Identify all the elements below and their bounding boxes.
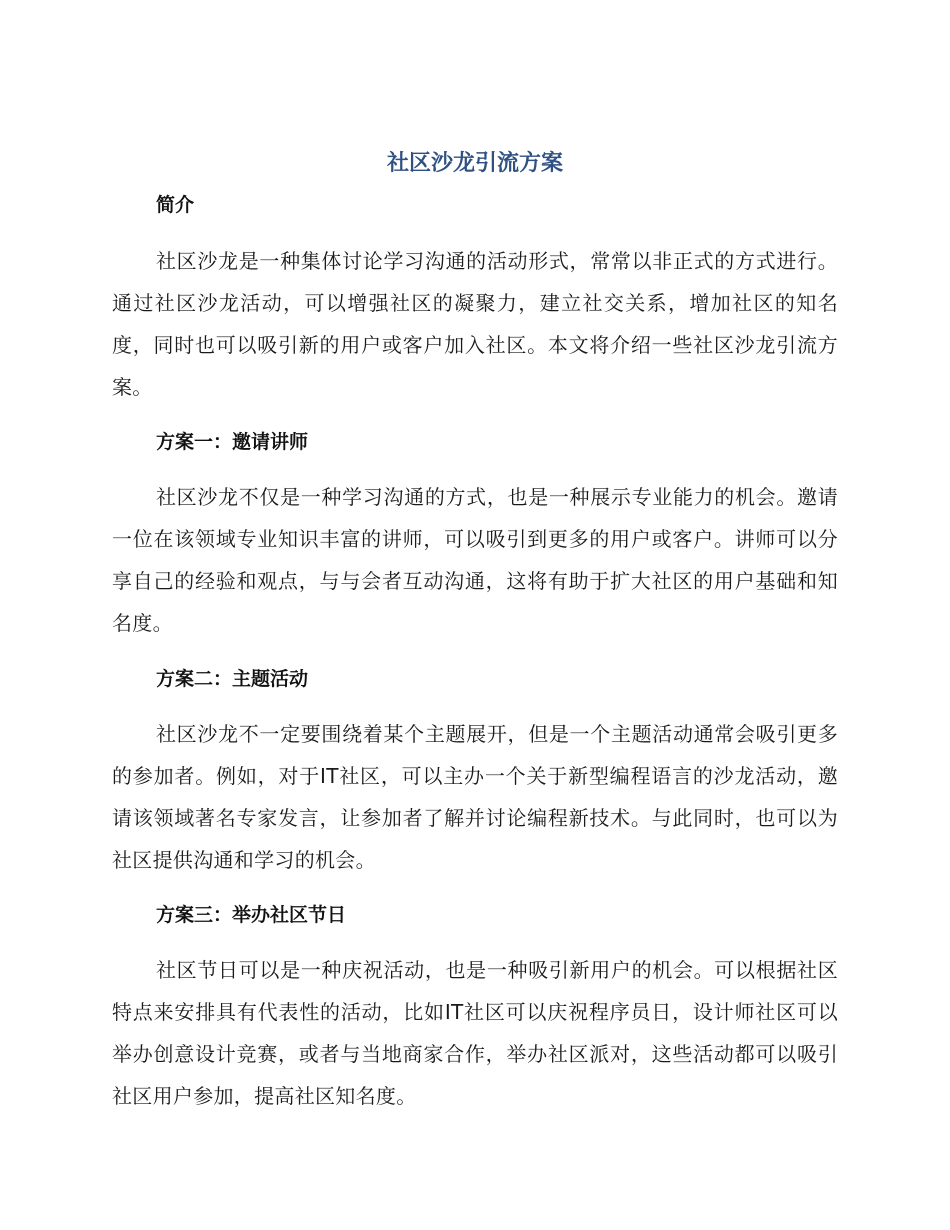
section-heading-plan-1: 方案一：邀请讲师 [156,431,309,453]
section-body-plan-3: 社区节日可以是一种庆祝活动，也是一种吸引新用户的机会。可以根据社区特点来安排具有代表性的活动，比如IT社区可以庆祝程序员日，设计师社区可以举办创意设计竞赛，或者与当地商家合作，举办社区派对，这些活动都可以吸引社区用户参加，提高社区知名度。 [112,958,838,1108]
section-body-plan-2: 社区沙龙不一定要围绕着某个主题展开，但是一个主题活动通常会吸引更多的参加者。例如，对于IT社区，可以主办一个关于新型编程语言的沙龙活动，邀请该领域著名专家发言，让参加者了解并讨论编程新技术。与此同时，也可以为社区提供沟通和学习的机会。 [112,722,838,872]
section-heading-intro: 简介 [156,194,195,216]
section-body-plan-1: 社区沙龙不仅是一种学习沟通的方式，也是一种展示专业能力的机会。邀请一位在该领域专业知识丰富的讲师，可以吸引到更多的用户或客户。讲师可以分享自己的经验和观点，与与会者互动沟通，这将有助于扩大社区的用户基础和知名度。 [112,485,838,635]
section-heading-plan-3: 方案三：举办社区节日 [156,904,347,926]
section-body-intro: 社区沙龙是一种集体讨论学习沟通的活动形式，常常以非正式的方式进行。通过社区沙龙活动，可以增强社区的凝聚力，建立社交关系，增加社区的知名度，同时也可以吸引新的用户或客户加入社区。本文将介绍一些社区沙龙引流方案。 [112,249,838,399]
section-heading-plan-2: 方案二：主题活动 [156,668,309,690]
document-title: 社区沙龙引流方案 [386,151,563,176]
